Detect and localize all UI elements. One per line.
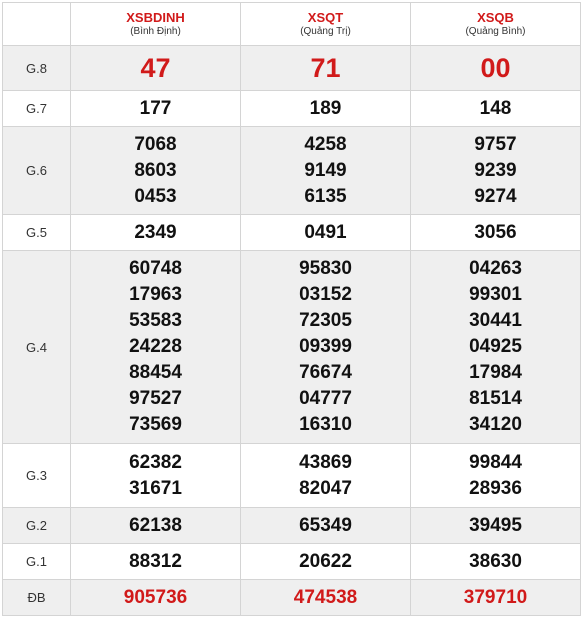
prize-number: 62138	[129, 514, 182, 536]
prize-row	[3, 46, 581, 91]
prize-number: 2349	[134, 221, 177, 243]
prize-cell	[411, 251, 581, 444]
prize-number: 34120	[469, 414, 522, 435]
prize-cell	[241, 544, 411, 580]
prize-cell	[241, 46, 411, 91]
prize-number: 60748	[129, 258, 182, 279]
prize-number: 31671	[129, 477, 182, 499]
prize-number: 99301	[469, 284, 522, 305]
prize-number: 09399	[299, 336, 352, 357]
prize-row	[3, 127, 581, 215]
prize-number: 16310	[299, 414, 352, 435]
prize-cell	[71, 544, 241, 580]
prize-label: G.5	[3, 215, 71, 251]
prize-cell	[411, 127, 581, 215]
prize-cell	[71, 508, 241, 544]
province-name: (Quảng Trị)	[300, 26, 351, 37]
prize-cell	[241, 215, 411, 251]
prize-number: 76674	[299, 362, 352, 383]
prize-number: 4258	[304, 133, 347, 155]
prize-cell	[241, 127, 411, 215]
prize-cell	[241, 251, 411, 444]
prize-number: 82047	[299, 477, 352, 499]
province-name: (Bình Định)	[130, 26, 181, 37]
prize-number: 95830	[299, 258, 352, 279]
prize-number: 905736	[123, 586, 188, 608]
prize-label: G.2	[3, 508, 71, 544]
prize-cell	[71, 251, 241, 444]
prize-cell	[411, 444, 581, 508]
prize-number: 0453	[134, 185, 177, 207]
lottery-results-table	[2, 2, 581, 616]
prize-row	[3, 508, 581, 544]
prize-number: 189	[309, 97, 342, 119]
prize-number: 6135	[304, 185, 347, 207]
prize-number: 7068	[134, 133, 177, 155]
prize-number: 0491	[304, 221, 347, 243]
prize-number: 3056	[474, 221, 517, 243]
prize-number: 88454	[129, 362, 182, 383]
province-header-qtri	[241, 3, 411, 46]
prize-row	[3, 215, 581, 251]
prize-number: 379710	[463, 586, 528, 608]
prize-cell	[411, 508, 581, 544]
prize-number: 24228	[129, 336, 182, 357]
prize-cell	[411, 91, 581, 127]
province-header-bdinh	[71, 3, 241, 46]
prize-cell	[411, 46, 581, 91]
prize-number: 62382	[129, 451, 182, 473]
prize-label: G.8	[3, 46, 71, 91]
prize-cell	[71, 91, 241, 127]
prize-number: 9757	[474, 133, 517, 155]
prize-number: 43869	[299, 451, 352, 473]
prize-cell	[241, 508, 411, 544]
prize-number: 88312	[129, 550, 182, 572]
prize-number: 72305	[299, 310, 352, 331]
province-code[interactable]: XSQB	[477, 10, 514, 25]
prize-number: 53583	[129, 310, 182, 331]
prize-number: 9149	[304, 159, 347, 181]
prize-row	[3, 251, 581, 444]
prize-number: 148	[479, 97, 512, 119]
prize-label: G.3	[3, 444, 71, 508]
prize-number: 03152	[299, 284, 352, 305]
prize-number: 177	[139, 97, 172, 119]
province-code[interactable]: XSBDINH	[126, 10, 185, 25]
prize-number: 99844	[469, 451, 522, 473]
prize-cell	[71, 215, 241, 251]
prize-cell	[241, 91, 411, 127]
prize-number: 30441	[469, 310, 522, 331]
prize-cell	[411, 215, 581, 251]
prize-cell	[241, 580, 411, 616]
prize-cell	[71, 127, 241, 215]
prize-cell	[411, 580, 581, 616]
prize-row	[3, 580, 581, 616]
prize-number: 8603	[134, 159, 177, 181]
prize-number: 9239	[474, 159, 517, 181]
prize-number: 38630	[469, 550, 522, 572]
prize-number: 04925	[469, 336, 522, 357]
header-row	[3, 3, 581, 46]
prize-number: 47	[140, 53, 171, 83]
prize-number: 97527	[129, 388, 182, 409]
prize-label: G.6	[3, 127, 71, 215]
prize-row	[3, 444, 581, 508]
prize-number: 474538	[293, 586, 358, 608]
prize-number: 17984	[469, 362, 522, 383]
province-code[interactable]: XSQT	[307, 10, 344, 25]
prize-row	[3, 544, 581, 580]
prize-number: 04777	[299, 388, 352, 409]
header-blank-cell	[3, 3, 71, 46]
prize-number: 17963	[129, 284, 182, 305]
prize-number: 39495	[469, 514, 522, 536]
prize-number: 04263	[469, 258, 522, 279]
prize-number: 9274	[474, 185, 517, 207]
prize-number: 00	[480, 53, 511, 83]
prize-row	[3, 91, 581, 127]
province-header-qbinh	[411, 3, 581, 46]
prize-cell	[71, 46, 241, 91]
prize-label: G.7	[3, 91, 71, 127]
prize-number: 20622	[299, 550, 352, 572]
prize-cell	[411, 544, 581, 580]
province-name: (Quảng Bình)	[465, 26, 526, 37]
prize-cell	[71, 580, 241, 616]
prize-label: G.1	[3, 544, 71, 580]
prize-number: 81514	[469, 388, 522, 409]
prize-label: G.4	[3, 251, 71, 444]
prize-number: 65349	[299, 514, 352, 536]
prize-cell	[71, 444, 241, 508]
prize-number: 28936	[469, 477, 522, 499]
prize-number: 73569	[129, 414, 182, 435]
prize-label: ĐB	[3, 580, 71, 616]
prize-cell	[241, 444, 411, 508]
prize-number: 71	[310, 53, 341, 83]
